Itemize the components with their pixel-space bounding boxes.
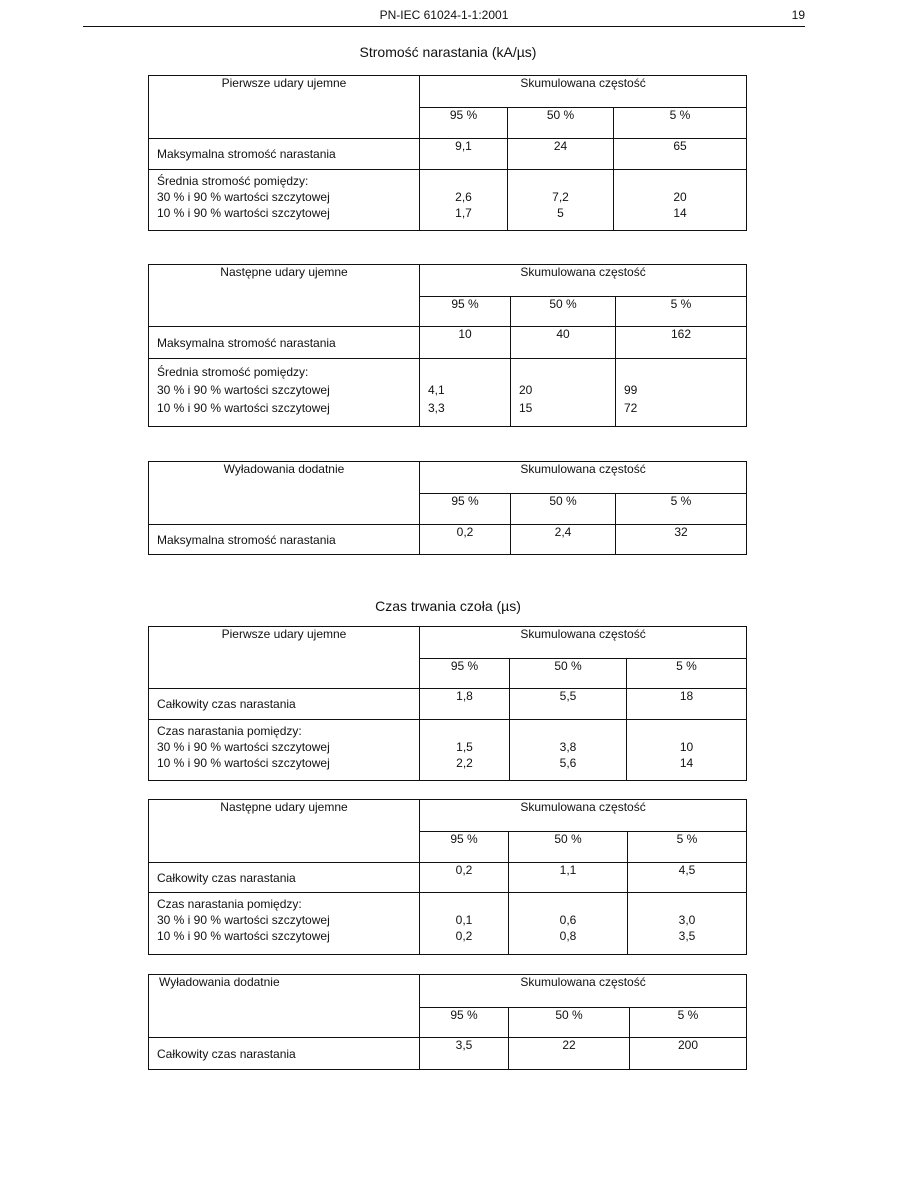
col-50-header: 50 % [509, 832, 628, 863]
value-5: 20 [673, 190, 687, 204]
col-5-header: 5 % [630, 1008, 747, 1038]
document-id: PN-IEC 61024-1-1:2001 [379, 8, 509, 22]
col-95-header: 95 % [420, 297, 511, 327]
value-95: 2,2 [456, 756, 473, 770]
value-5: 18 [627, 689, 747, 720]
sub-label: 30 % i 90 % wartości szczytowej [157, 383, 330, 397]
col-5-header: 5 % [627, 659, 747, 689]
value-95-group [420, 170, 508, 231]
value-50-group [510, 720, 627, 781]
value-50: 0,8 [559, 929, 577, 943]
row-label: Całkowity czas narastania [149, 863, 420, 893]
col-5-header: 5 % [616, 297, 747, 327]
value-95: 0,1 [455, 913, 473, 927]
value-95-group [420, 893, 509, 955]
row-label-group [149, 893, 420, 955]
category-header: Wyładowania dodatnie [149, 975, 420, 1038]
value-95-group [420, 720, 510, 781]
value-5: 14 [679, 756, 694, 770]
table-positive-steepness [148, 461, 747, 555]
value-50-group [511, 359, 616, 427]
value-50-group [508, 170, 614, 231]
category-header: Następne udary ujemne [149, 265, 420, 327]
value-5: 32 [616, 525, 747, 555]
value-5: 200 [630, 1038, 747, 1070]
section-title-steepness: Stromość narastania (kA/µs) [359, 44, 537, 60]
value-95: 3,3 [428, 401, 445, 415]
row-label-group [149, 359, 420, 427]
table-first-negative-front [148, 626, 747, 781]
value-50: 5,5 [510, 689, 627, 720]
value-95: 9,1 [420, 139, 508, 170]
value-5: 10 [679, 740, 694, 754]
sub-label: 10 % i 90 % wartości szczytowej [157, 756, 330, 770]
value-50: 5,6 [559, 756, 577, 770]
page-header [83, 6, 805, 27]
cumulative-frequency-header: Skumulowana częstość [420, 800, 747, 832]
value-95: 2,6 [455, 190, 472, 204]
value-50: 15 [519, 401, 533, 415]
value-5: 72 [624, 401, 638, 415]
sub-label: 30 % i 90 % wartości szczytowej [157, 190, 330, 204]
cumulative-frequency-header: Skumulowana częstość [420, 265, 747, 297]
value-5: 4,5 [628, 863, 747, 893]
value-95: 0,2 [455, 929, 473, 943]
value-5: 99 [624, 383, 638, 397]
value-5: 14 [673, 206, 687, 220]
value-50: 24 [508, 139, 614, 170]
col-50-header: 50 % [509, 1008, 630, 1038]
table-subsequent-negative-front [148, 799, 747, 955]
cumulative-frequency-header: Skumulowana częstość [420, 462, 747, 494]
category-header: Pierwsze udary ujemne [149, 627, 420, 689]
category-header: Pierwsze udary ujemne [149, 76, 420, 139]
value-5: 65 [614, 139, 747, 170]
row-label: Średnia stromość pomiędzy: [157, 365, 309, 379]
value-50: 5 [557, 206, 564, 220]
col-5-header: 5 % [628, 832, 747, 863]
row-label: Czas narastania pomiędzy: [157, 724, 302, 738]
value-95-group [420, 359, 511, 427]
value-50: 20 [519, 383, 533, 397]
value-50: 1,1 [509, 863, 628, 893]
row-label: Maksymalna stromość narastania [149, 327, 420, 359]
sub-label: 10 % i 90 % wartości szczytowej [157, 929, 330, 943]
row-label: Maksymalna stromość narastania [149, 525, 420, 555]
sub-label: 10 % i 90 % wartości szczytowej [157, 401, 330, 415]
row-label-group [149, 170, 420, 231]
col-95-header: 95 % [420, 108, 508, 139]
value-50-group [509, 893, 628, 955]
col-5-header: 5 % [614, 108, 747, 139]
col-95-header: 95 % [420, 494, 511, 525]
category-header: Wyładowania dodatnie [149, 462, 420, 525]
sub-label: 30 % i 90 % wartości szczytowej [157, 913, 330, 927]
row-label: Maksymalna stromość narastania [149, 139, 420, 170]
value-95: 4,1 [428, 383, 445, 397]
col-95-header: 95 % [420, 832, 509, 863]
value-95: 1,8 [420, 689, 510, 720]
value-50: 3,8 [559, 740, 577, 754]
sub-label: 30 % i 90 % wartości szczytowej [157, 740, 330, 754]
section-title-front-duration: Czas trwania czoła (µs) [375, 598, 521, 614]
category-header: Następne udary ujemne [149, 800, 420, 863]
value-95: 0,2 [420, 863, 509, 893]
cumulative-frequency-header: Skumulowana częstość [420, 76, 747, 108]
value-5: 3,5 [678, 929, 696, 943]
row-label-group [149, 720, 420, 781]
cumulative-frequency-header: Skumulowana częstość [420, 627, 747, 659]
col-95-header: 95 % [420, 1008, 509, 1038]
table-first-negative-steepness [148, 75, 747, 231]
value-50: 2,4 [511, 525, 616, 555]
value-95: 10 [420, 327, 511, 359]
col-5-header: 5 % [616, 494, 747, 525]
value-50: 7,2 [552, 190, 569, 204]
value-5-group [614, 170, 747, 231]
value-5-group [628, 893, 747, 955]
row-label: Całkowity czas narastania [149, 689, 420, 720]
col-95-header: 95 % [420, 659, 510, 689]
col-50-header: 50 % [511, 297, 616, 327]
page-number: 19 [791, 8, 805, 22]
cumulative-frequency-header: Skumulowana częstość [420, 975, 747, 1008]
value-5-group [627, 720, 747, 781]
value-50: 0,6 [559, 913, 577, 927]
row-label: Całkowity czas narastania [149, 1038, 420, 1070]
row-label: Średnia stromość pomiędzy: [157, 174, 309, 188]
col-50-header: 50 % [510, 659, 627, 689]
value-50: 22 [509, 1038, 630, 1070]
table-positive-front [148, 974, 747, 1070]
sub-label: 10 % i 90 % wartości szczytowej [157, 206, 330, 220]
value-50: 40 [511, 327, 616, 359]
value-95: 1,5 [456, 740, 473, 754]
row-label: Czas narastania pomiędzy: [157, 897, 302, 911]
col-50-header: 50 % [508, 108, 614, 139]
table-subsequent-negative-steepness [148, 264, 747, 427]
value-95: 3,5 [420, 1038, 509, 1070]
value-5-group [616, 359, 747, 427]
col-50-header: 50 % [511, 494, 616, 525]
value-5: 3,0 [678, 913, 696, 927]
value-5: 162 [616, 327, 747, 359]
value-95: 0,2 [420, 525, 511, 555]
value-95: 1,7 [455, 206, 472, 220]
